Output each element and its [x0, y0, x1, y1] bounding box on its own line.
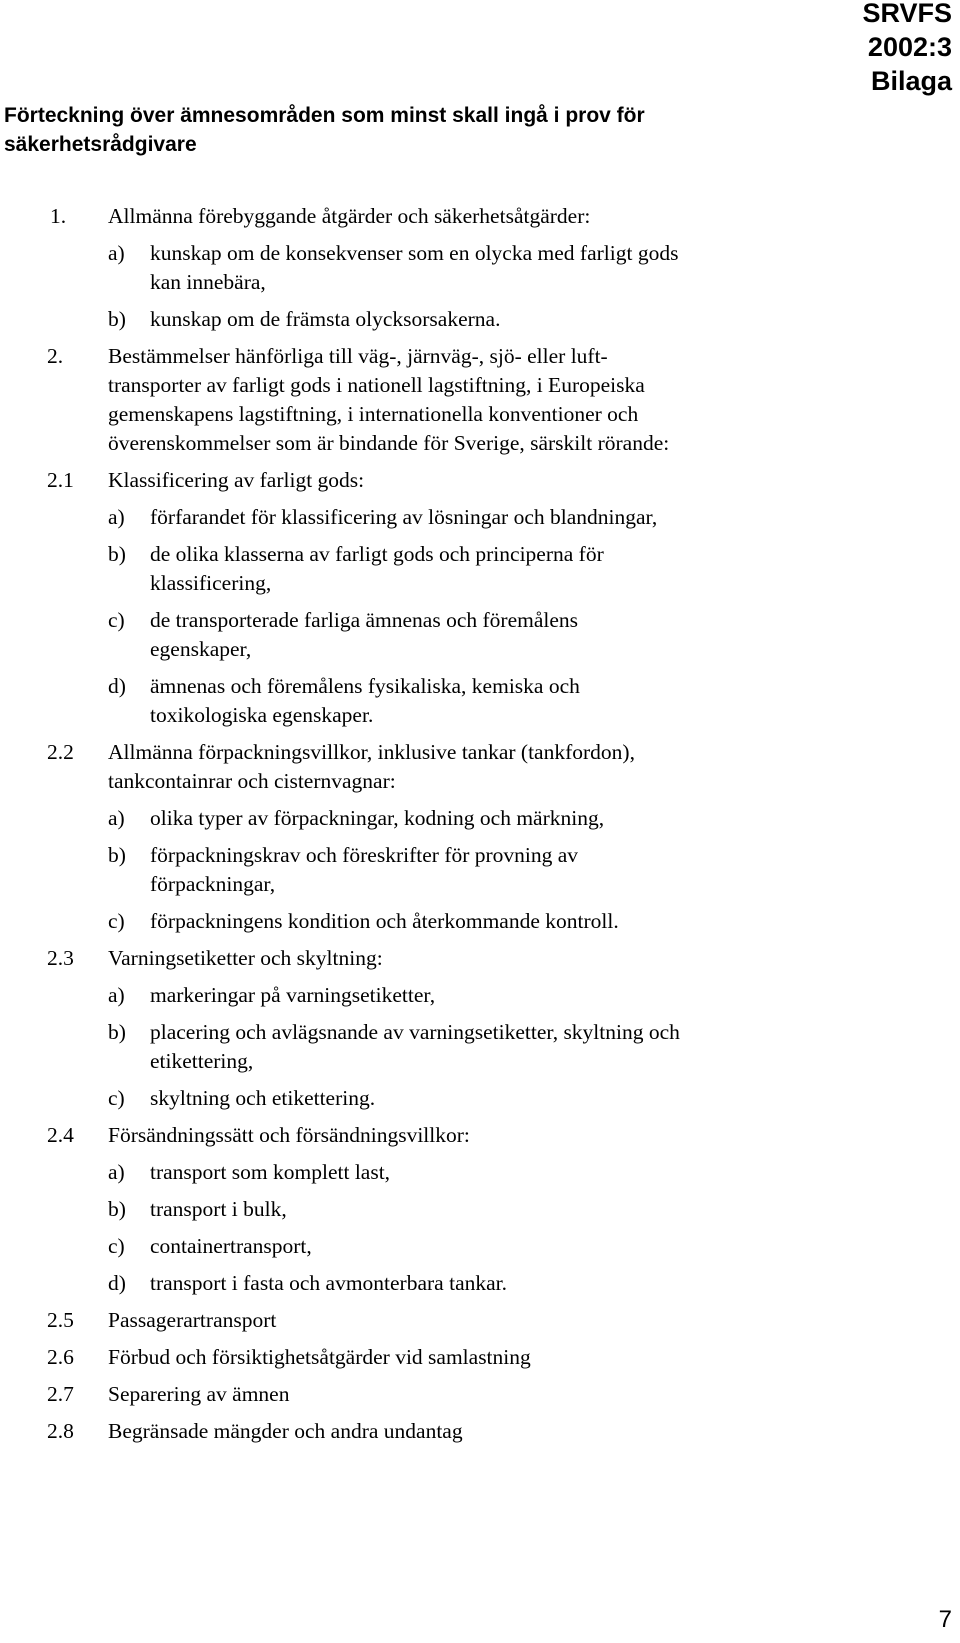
section-number: 2.8: [47, 1419, 74, 1443]
item-label: c): [108, 1086, 125, 1110]
section-text-line: tankcontainrar och cisternvagnar:: [108, 769, 396, 793]
section-2-6-heading: [0, 1343, 960, 1372]
section-2-4-heading: [0, 1121, 960, 1150]
section-text: Varningsetiketter och skyltning:: [108, 946, 383, 970]
list-item: [0, 305, 960, 334]
list-item: [0, 672, 960, 730]
item-text-line: de transporterade farliga ämnenas och föremålens: [150, 608, 579, 632]
section-2-7-heading: [0, 1380, 960, 1409]
item-text-line: skyltning och etikettering.: [150, 1086, 376, 1110]
list-item: [0, 1269, 960, 1298]
list-item: [0, 981, 960, 1010]
section-number: 2.2: [47, 740, 74, 764]
section-text: Allmänna förebyggande åtgärder och säkerhetsåtgärder:: [108, 204, 591, 228]
item-label: b): [108, 1197, 126, 1221]
title-line-2: säkerhetsrådgivare: [4, 133, 197, 156]
section-text-line: transporter av farligt gods i nationell lagstiftning, i Europeiska: [108, 373, 645, 397]
list-item: [0, 1232, 960, 1261]
section-text: Klassificering av farligt gods:: [108, 468, 365, 492]
item-text-line: transport som komplett last,: [150, 1160, 391, 1184]
list-item: [0, 540, 960, 598]
item-label: d): [108, 674, 126, 698]
item-text-line: klassificering,: [150, 571, 272, 595]
item-label: a): [108, 505, 125, 529]
section-2-8-heading: [0, 1417, 960, 1446]
item-text-line: olika typer av förpackningar, kodning och märkning,: [150, 806, 605, 830]
item-label: b): [108, 542, 126, 566]
item-label: c): [108, 608, 125, 632]
section-number: 1.: [50, 204, 67, 228]
list-item: [0, 804, 960, 833]
section-text: Separering av ämnen: [108, 1382, 290, 1406]
item-label: b): [108, 307, 126, 331]
list-item: [0, 1018, 960, 1076]
section-number: 2.4: [47, 1123, 74, 1147]
list-item: [0, 907, 960, 936]
item-text-line: transport i bulk,: [150, 1197, 287, 1221]
item-text-line: kunskap om de konsekvenser som en olycka med farligt gods: [150, 241, 679, 265]
section-2-3-heading: [0, 944, 960, 973]
section-number: 2.3: [47, 946, 74, 970]
item-text-line: kan innebära,: [150, 270, 266, 294]
document-body: [0, 202, 960, 1446]
list-item: [0, 1158, 960, 1187]
header-series: SRVFS: [862, 0, 952, 28]
section-2-2-heading: [0, 738, 960, 796]
document-title: [4, 101, 824, 159]
item-label: c): [108, 909, 125, 933]
item-label: a): [108, 983, 125, 1007]
list-item: [0, 1195, 960, 1224]
section-number: 2.7: [47, 1382, 74, 1406]
section-1-heading: [0, 202, 960, 231]
header-appendix: Bilaga: [870, 66, 952, 96]
item-label: a): [108, 806, 125, 830]
item-label: a): [108, 1160, 125, 1184]
item-text-line: kunskap om de främsta olycksorsakerna.: [150, 307, 501, 331]
header-number: 2002:3: [867, 32, 952, 62]
list-item: [0, 1084, 960, 1113]
title-line-1: Förteckning över ämnesområden som minst skall ingå i prov för: [4, 104, 645, 127]
item-text-line: förpackningens kondition och återkommande kontroll.: [150, 909, 619, 933]
list-item: [0, 841, 960, 899]
item-label: a): [108, 241, 125, 265]
item-text-line: ämnenas och föremålens fysikaliska, kemiska och: [150, 674, 580, 698]
item-label: c): [108, 1234, 125, 1258]
section-text: Försändningssätt och försändningsvillkor:: [108, 1123, 470, 1147]
item-text-line: toxikologiska egenskaper.: [150, 703, 374, 727]
section-text-line: Bestämmelser hänförliga till väg-, järnväg-, sjö- eller luft-: [108, 344, 608, 368]
item-text-line: förpackningskrav och föreskrifter för provning av: [150, 843, 579, 867]
item-text-line: containertransport,: [150, 1234, 312, 1258]
section-2-heading: [0, 342, 960, 458]
document-header: [862, 0, 952, 98]
section-number: 2.6: [47, 1345, 74, 1369]
item-text-line: transport i fasta och avmonterbara tankar.: [150, 1271, 507, 1295]
section-text: Begränsade mängder och andra undantag: [108, 1419, 463, 1443]
section-number: 2.5: [47, 1308, 74, 1332]
list-item: [0, 606, 960, 664]
section-2-5-heading: [0, 1306, 960, 1335]
item-text-line: placering och avlägsnande av varningsetiketter, skyltning och: [150, 1020, 680, 1044]
section-2-1-heading: [0, 466, 960, 495]
item-label: b): [108, 1020, 126, 1044]
item-text-line: egenskaper,: [150, 637, 252, 661]
section-text-line: gemenskapens lagstiftning, i internationella konventioner och: [108, 402, 639, 426]
item-text-line: de olika klasserna av farligt gods och principerna för: [150, 542, 604, 566]
section-number: 2.1: [47, 468, 74, 492]
item-text-line: förfarandet för klassificering av lösningar och blandningar,: [150, 505, 658, 529]
item-text-line: markeringar på varningsetiketter,: [150, 983, 436, 1007]
section-text: Passagerartransport: [108, 1308, 277, 1332]
section-text-line: Allmänna förpackningsvillkor, inklusive tankar (tankfordon),: [108, 740, 635, 764]
list-item: [0, 239, 960, 297]
item-text-line: förpackningar,: [150, 872, 276, 896]
section-text: Förbud och försiktighetsåtgärder vid samlastning: [108, 1345, 531, 1369]
list-item: [0, 503, 960, 532]
item-label: b): [108, 843, 126, 867]
item-text-line: etikettering,: [150, 1049, 254, 1073]
item-label: d): [108, 1271, 126, 1295]
page-number: 7: [938, 1606, 952, 1633]
section-text-line: överenskommelser som är bindande för Sverige, särskilt rörande:: [108, 431, 670, 455]
section-number: 2.: [47, 344, 64, 368]
